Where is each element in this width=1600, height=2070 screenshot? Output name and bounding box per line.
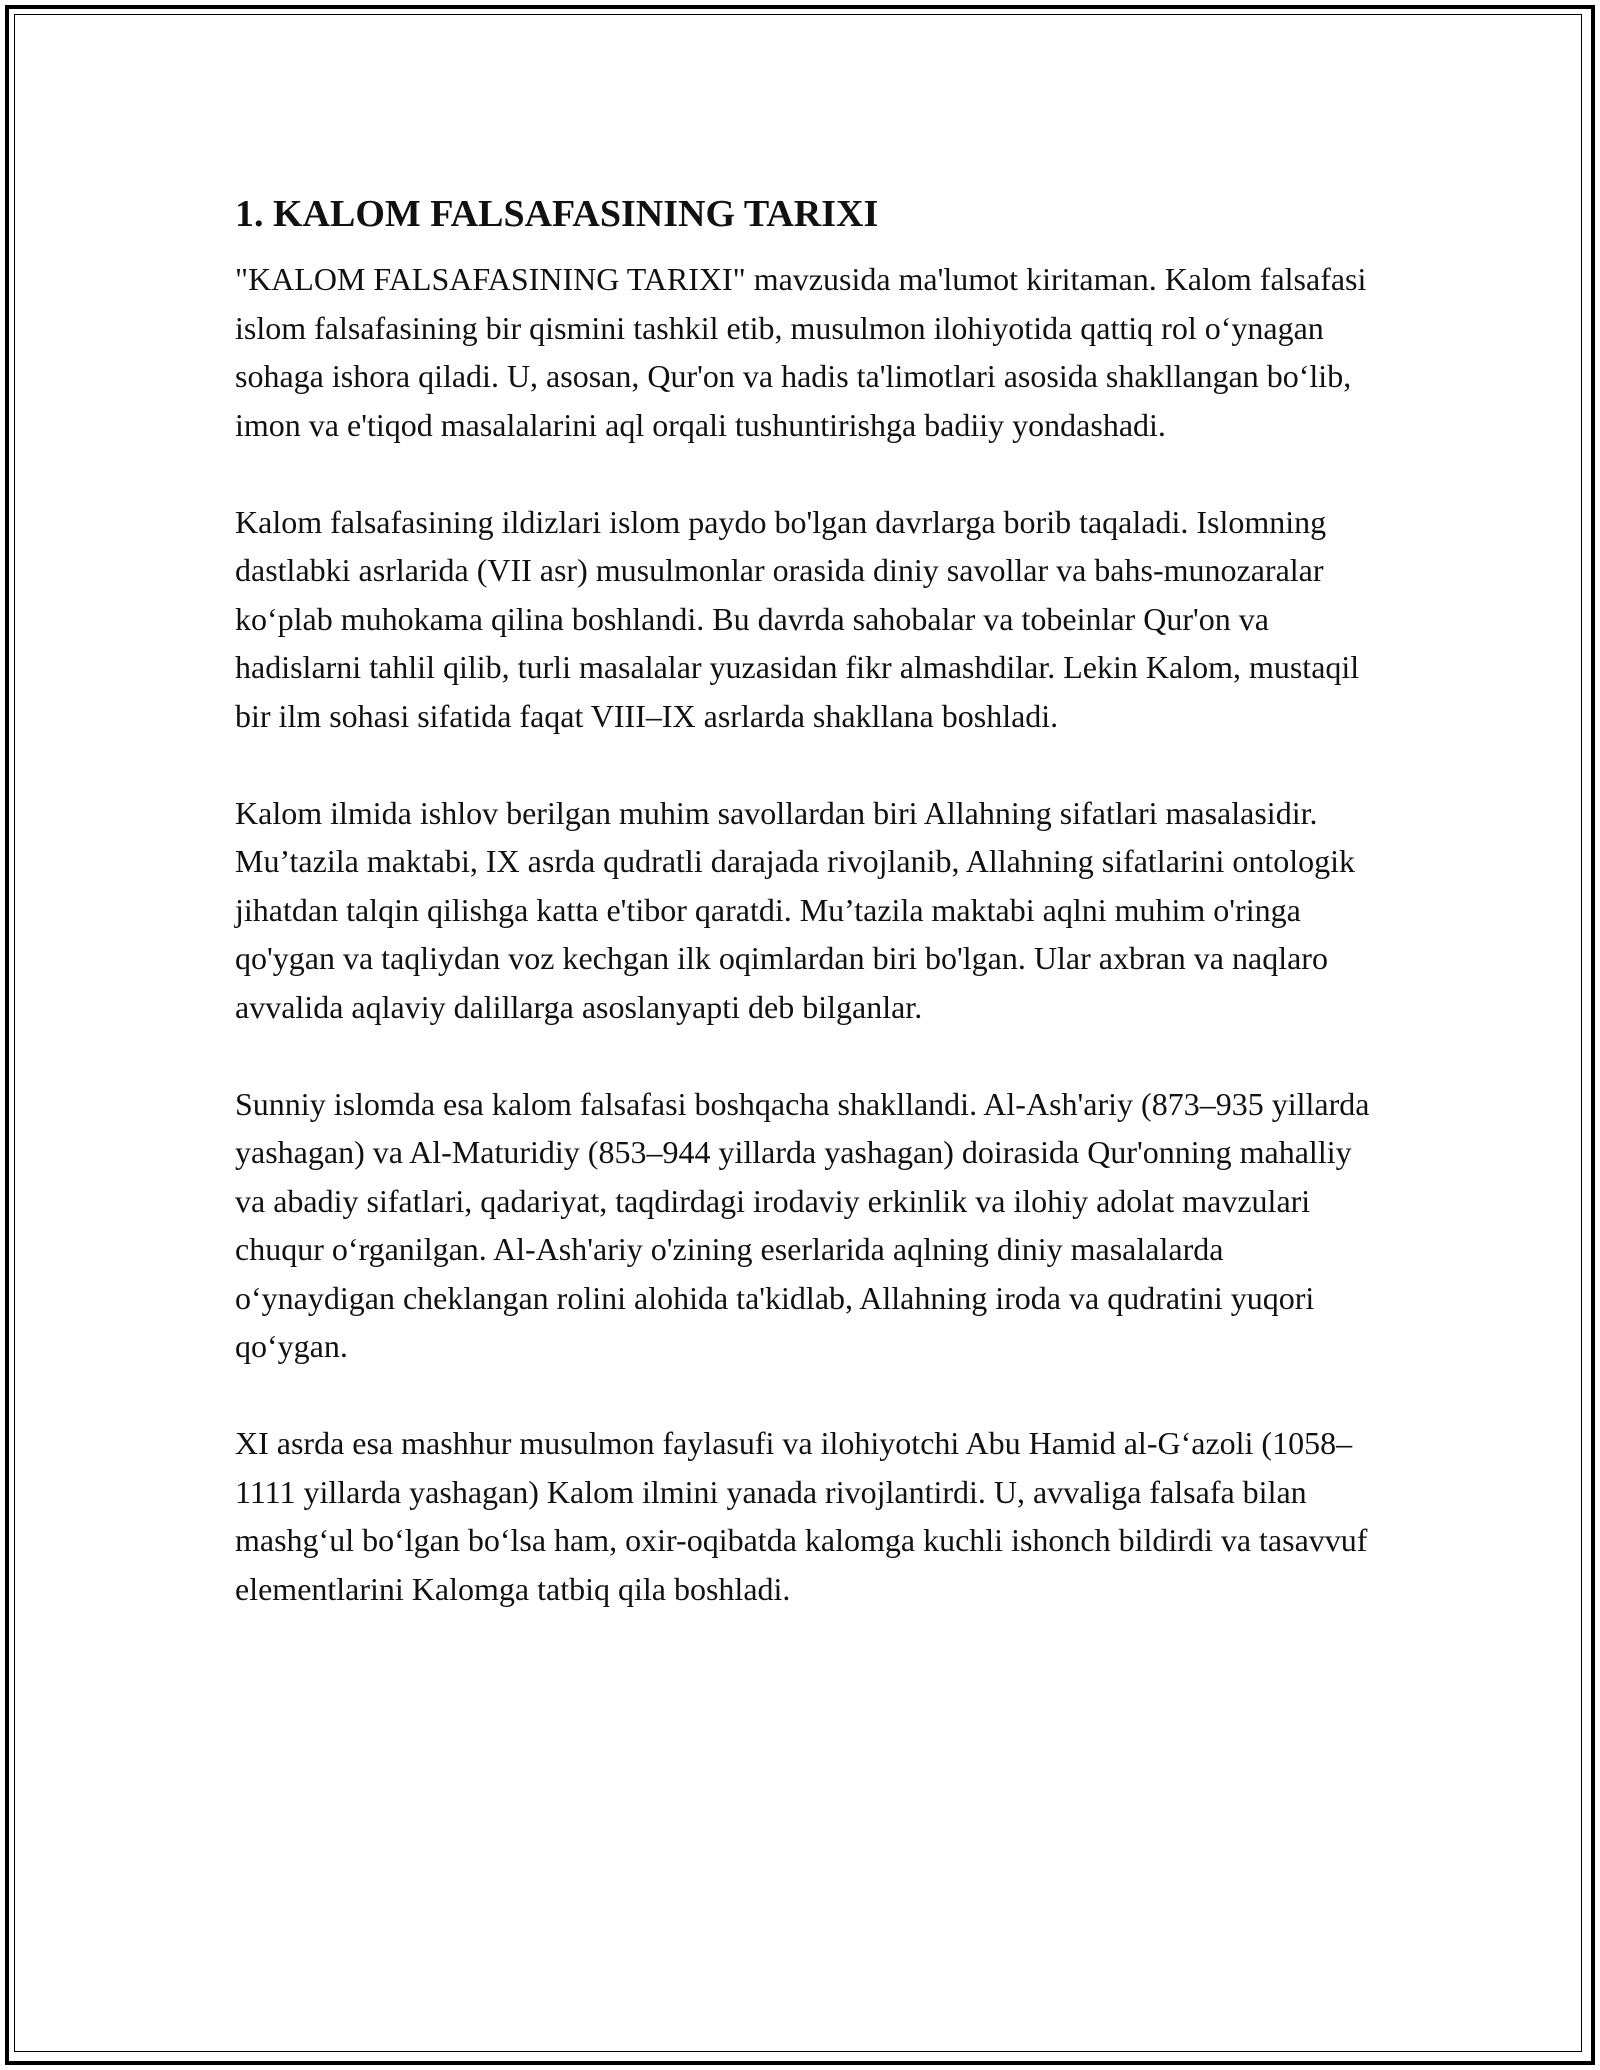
paragraph-mutazila: Kalom ilmida ishlov berilgan muhim savollardan biri Allahning sifatlari masalasidir. Mu’tazila maktabi, IX asrda qudratli darajada rivojlanib, Allahning sifatlarini ontologik jihatdan talqin qilishga katta e'tibor qaratdi. Mu’tazila maktabi aqlni muhim o'ringa qo'ygan va taqliydan voz kechgan ilk oqimlardan biri bo'lgan. Ular axbran va naqlaro avvalida aqlaviy dalillarga asoslanyapti deb bilganlar. — [235, 794, 1355, 1025]
paragraph-ghazali: XI asrda esa mashhur musulmon faylasufi va ilohiyotchi Abu Hamid al-G‘azoli (1058–1111 yillarda yashagan) Kalom ilmini yanada rivojlantirdi. U, avvaliga falsafa bilan mashg‘ul bo‘lgan bo‘lsa ham, oxir-oqibatda kalomga kuchli ishonch bildirdi va tasavvuf elementlarini Kalomga tatbiq qila boshladi. — [235, 1425, 1368, 1607]
paragraph-origins: Kalom falsafasining ildizlari islom paydo bo'lgan davrlarga borib taqaladi. Islomning dastlabki asrlarida (VII asr) musulmonlar orasida diniy savollar va bahs-munozaralar ko‘plab muhokama qilina boshlandi. Bu davrda sahobalar va tobeinlar Qur'on va hadislarni tahlil qilib, turli masalalar yuzasidan fikr almashdilar. Lekin Kalom, mustaqil bir ilm sohasi sifatida faqat VIII–IX asrlarda shakllana boshladi. — [235, 503, 1360, 734]
paragraph-sunni: Sunniy islomda esa kalom falsafasi boshqacha shakllandi. Al-Ash'ariy (873–935 yillarda yashagan) va Al-Maturidiy (853–944 yillarda yashagan) doirasida Qur'onning mahalliy va abadiy sifatlari, qadariyat, taqdirdagi irodaviy erkinlik va ilohiy adolat mavzulari chuqur o‘rganilgan. Al-Ash'ariy o'zining eserlarida aqlning diniy masalalarda o‘ynaydigan cheklangan rolini alohida ta'kidlab, Allahning iroda va qudratini yuqori qo‘ygan. — [235, 1085, 1370, 1364]
document-title: 1. KALOM FALSAFASINING TARIXI — [235, 193, 879, 235]
document-body — [235, 188, 1375, 1662]
paragraph-intro: "KALOM FALSAFASINING TARIXI" mavzusida ma'lumot kiritaman. Kalom falsafasi islom falsafasining bir qismini tashkil etib, musulmon ilohiyotida qattiq rol o‘ynagan sohaga ishora qiladi. U, asosan, Qur'on va hadis ta'limotlari asosida shakllangan bo‘lib, imon va e'tiqod masalalarini aql orqali tushuntirishga badiiy yondashadi. — [235, 261, 1367, 443]
